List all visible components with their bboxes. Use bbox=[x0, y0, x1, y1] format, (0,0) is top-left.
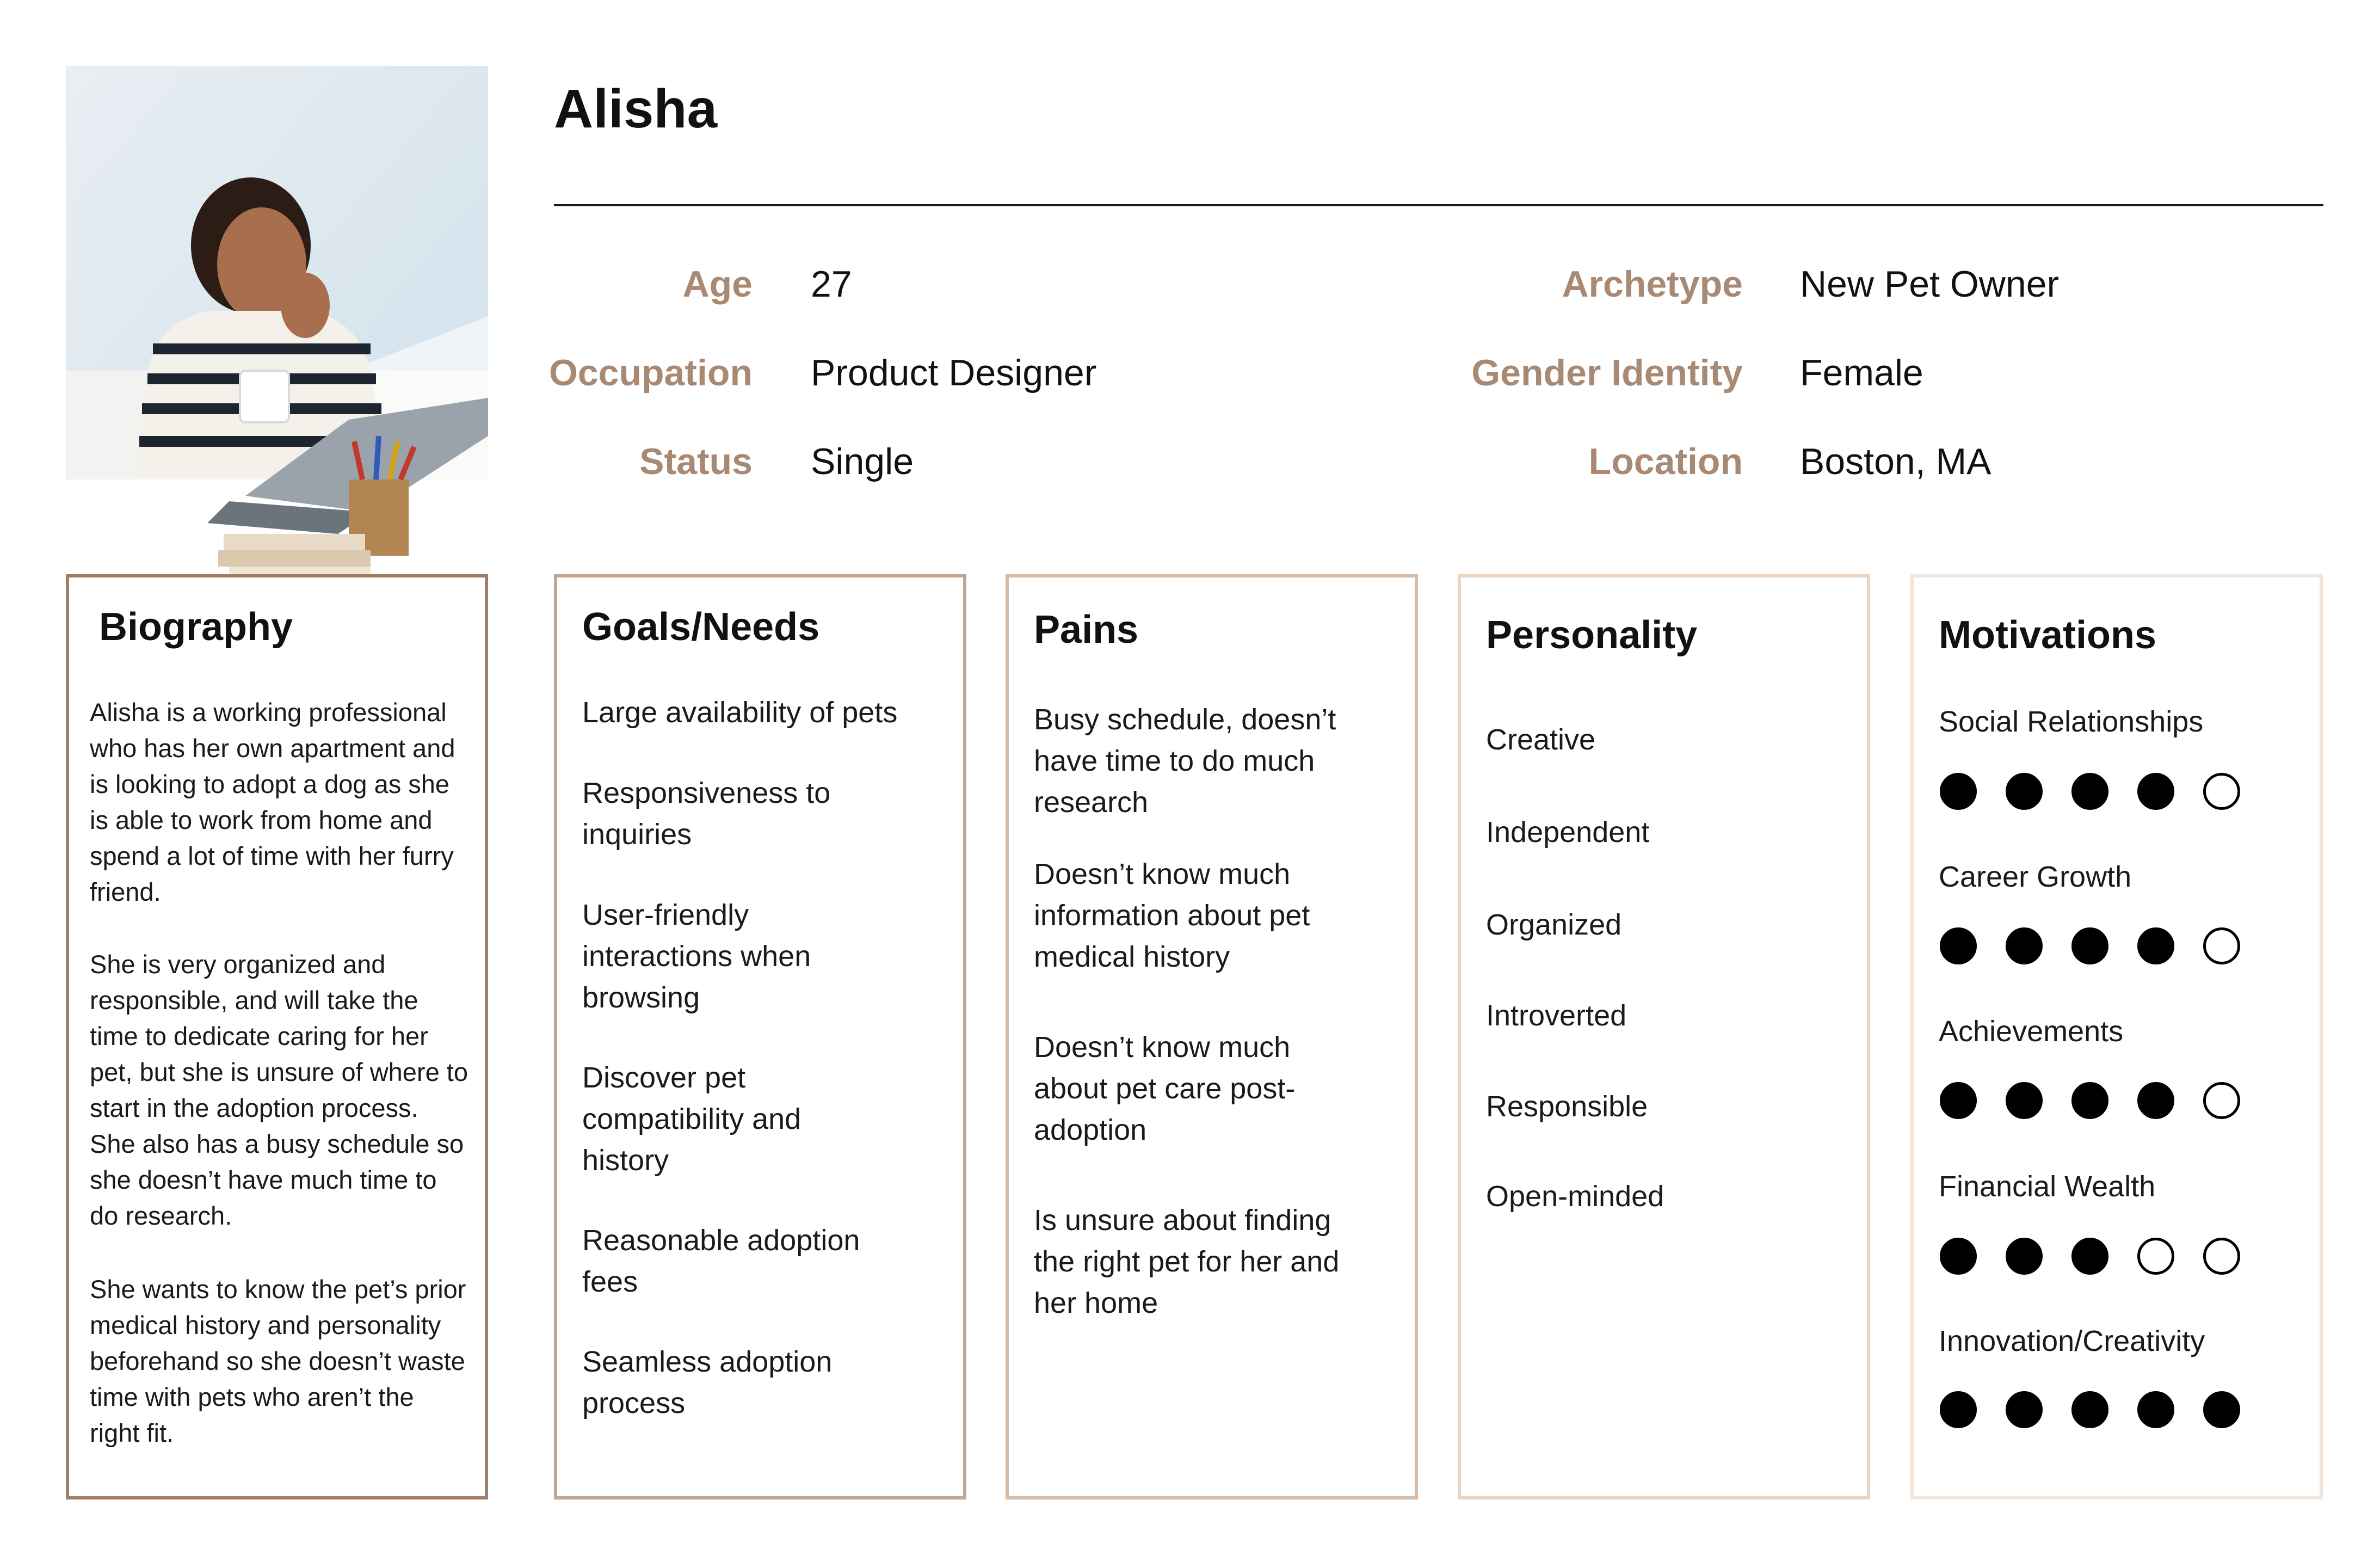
archetype-value: New Pet Owner bbox=[1800, 263, 2060, 305]
goals-needs-title: Goals/Needs bbox=[582, 605, 820, 649]
rating-dot-filled bbox=[2071, 1082, 2108, 1119]
rating-dot-filled bbox=[1940, 1082, 1977, 1119]
rating-dot-empty bbox=[2203, 1238, 2240, 1275]
personality-trait: Organized bbox=[1486, 908, 1622, 941]
goals-needs-card bbox=[554, 574, 966, 1499]
rating-dot-empty bbox=[2137, 1238, 2174, 1275]
pain-item: Is unsure about finding the right pet for her and her home bbox=[1034, 1204, 1340, 1319]
gender-identity-label: Gender Identity bbox=[1471, 352, 1743, 394]
header-divider bbox=[554, 204, 2323, 206]
rating-dot-empty bbox=[2203, 927, 2240, 964]
gender-identity-value: Female bbox=[1800, 352, 1923, 394]
personality-trait: Creative bbox=[1486, 723, 1596, 756]
rating-dot-filled bbox=[2137, 927, 2174, 964]
rating-dot-filled bbox=[2006, 1082, 2043, 1119]
personality-trait: Open-minded bbox=[1486, 1180, 1664, 1213]
pains-card bbox=[1006, 574, 1418, 1499]
rating-dot-filled bbox=[2006, 1391, 2043, 1428]
personality-trait: Independent bbox=[1486, 816, 1650, 849]
rating-dot-filled bbox=[2006, 1238, 2043, 1275]
rating-dot-empty bbox=[2203, 1082, 2240, 1119]
rating-dot-filled bbox=[1940, 1238, 1977, 1275]
pain-item: Doesn’t know much information about pet medical history bbox=[1034, 858, 1310, 973]
motivations-card bbox=[1910, 574, 2323, 1499]
pains-title: Pains bbox=[1034, 608, 1139, 652]
goal-item: Seamless adoption process bbox=[582, 1345, 833, 1419]
motivations-title: Motivations bbox=[1939, 613, 2157, 657]
persona-photo-illustration bbox=[66, 66, 488, 574]
motivation-label: Innovation/Creativity bbox=[1939, 1325, 2205, 1357]
pain-item: Busy schedule, doesn’t have time to do much research bbox=[1034, 703, 1336, 819]
personality-trait: Introverted bbox=[1486, 999, 1627, 1032]
motivation-label: Achievements bbox=[1939, 1015, 2124, 1048]
rating-dot-filled bbox=[2203, 1391, 2240, 1428]
biography-paragraph: She is very organized and responsible, and will take the time to dedicate caring for her pet, but she is unsure of where to start in the adoption process. She also has a busy schedule so she doesn’t have much time to do research. bbox=[90, 950, 468, 1230]
rating-dot-filled bbox=[2137, 773, 2174, 810]
rating-dot-filled bbox=[2137, 1391, 2174, 1428]
rating-dot-filled bbox=[2006, 773, 2043, 810]
goal-item: User-friendly interactions when browsing bbox=[582, 899, 811, 1014]
occupation-label: Occupation bbox=[548, 352, 753, 394]
personality-title: Personality bbox=[1486, 613, 1698, 657]
status-label: Status bbox=[639, 441, 753, 482]
rating-dot-filled bbox=[2071, 1391, 2108, 1428]
pain-item: Doesn’t know much about pet care post-adoption bbox=[1034, 1031, 1296, 1146]
personality-card bbox=[1458, 574, 1870, 1499]
biography-paragraph: Alisha is a working professional who has her own apartment and is looking to adopt a dog as she is able to work from home and spend a lot of time with her furry friend. bbox=[90, 698, 455, 906]
location-value: Boston, MA bbox=[1800, 441, 1991, 482]
rating-dot-filled bbox=[2071, 773, 2108, 810]
persona-name: Alisha bbox=[554, 78, 718, 139]
occupation-value: Product Designer bbox=[811, 352, 1097, 394]
persona-photo bbox=[66, 66, 488, 574]
personality-trait: Responsible bbox=[1486, 1090, 1648, 1123]
archetype-label: Archetype bbox=[1562, 263, 1743, 305]
location-label: Location bbox=[1588, 441, 1743, 482]
rating-dot-filled bbox=[1940, 773, 1977, 810]
motivation-label: Financial Wealth bbox=[1939, 1170, 2156, 1203]
rating-dot-filled bbox=[2006, 927, 2043, 964]
rating-dot-filled bbox=[1940, 927, 1977, 964]
biography-title: Biography bbox=[99, 605, 293, 649]
rating-dot-filled bbox=[1940, 1391, 1977, 1428]
rating-dot-filled bbox=[2071, 1238, 2108, 1275]
biography-card bbox=[66, 574, 488, 1499]
age-value: 27 bbox=[811, 263, 852, 305]
status-value: Single bbox=[811, 441, 914, 482]
motivation-label: Social Relationships bbox=[1939, 705, 2204, 738]
rating-dot-filled bbox=[2137, 1082, 2174, 1119]
biography-paragraph: She wants to know the pet’s prior medical history and personality beforehand so she doesn’t waste time with pets who aren’t the right fit. bbox=[90, 1275, 466, 1447]
rating-dot-filled bbox=[2071, 927, 2108, 964]
goal-item: Large availability of pets bbox=[582, 696, 898, 729]
goal-item: Discover pet compatibility and history bbox=[582, 1061, 801, 1177]
goal-item: Reasonable adoption fees bbox=[582, 1224, 860, 1298]
goal-item: Responsiveness to inquiries bbox=[582, 777, 831, 851]
motivation-label: Career Growth bbox=[1939, 861, 2132, 893]
age-label: Age bbox=[682, 263, 753, 305]
rating-dot-empty bbox=[2203, 773, 2240, 810]
